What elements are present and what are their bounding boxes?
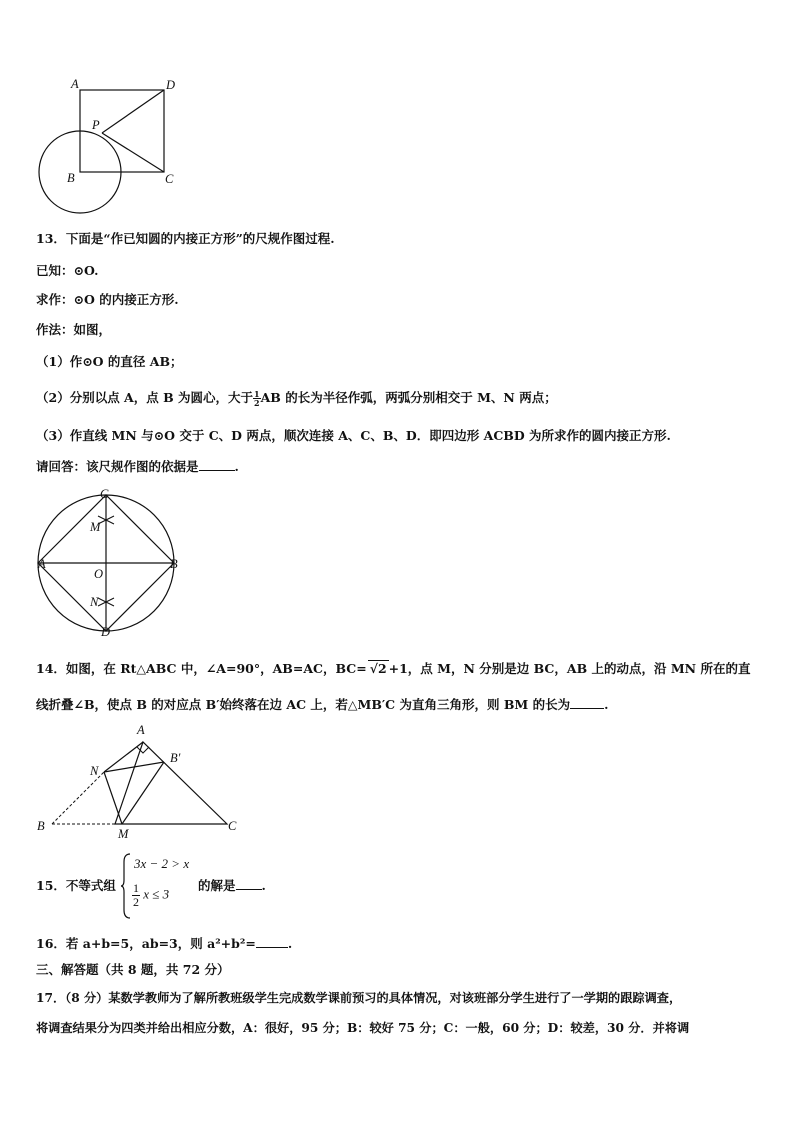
q13-step2-pre: （2）分别以点 A，点 B 为圆心，大于 (36, 390, 254, 405)
q13-step2 (36, 390, 557, 407)
segment-pc (102, 133, 164, 172)
label-n: N (90, 595, 99, 609)
q15-pre: 15．不等式组 (36, 878, 116, 893)
label-c: C (165, 172, 174, 186)
fraction-half (253, 390, 261, 407)
segment-mb1 (122, 762, 164, 824)
q13-ask-end: . (234, 459, 239, 474)
q14-line2-text: 线折叠∠B，使点 B 的对应点 B′始终落在边 AC 上，若△MB′C 为直角三角形，则 BM 的长为 (36, 697, 571, 712)
label-b-prime: B′ (170, 751, 181, 765)
label-b: B (170, 557, 178, 571)
q13-find: 求作：⊙O 的内接正方形. (36, 292, 179, 307)
inequality-1: 3x − 2 > x (134, 856, 190, 871)
label-a: A (38, 557, 46, 571)
answer-blank (199, 470, 235, 471)
q13-known: 已知：⊙O. (36, 263, 99, 278)
sqrt-two: √2 (369, 661, 387, 676)
ineq2-num: 1 (133, 881, 139, 895)
q15-post-text: 的解是 (198, 878, 236, 893)
label-a: A (71, 77, 79, 91)
answer-blank (236, 889, 262, 890)
frac-num: 1 (254, 389, 260, 399)
answer-blank (570, 708, 604, 709)
section-heading: 三、解答题（共 8 题，共 72 分） (36, 962, 230, 977)
answer-blank (256, 947, 288, 948)
ineq2-rest: x ≤ 3 (143, 886, 170, 902)
label-c: C (100, 487, 109, 501)
label-o: O (94, 567, 104, 581)
label-d: D (101, 625, 111, 639)
label-n: N (90, 764, 99, 778)
ineq2-fraction (132, 882, 140, 909)
q13-method: 作法：如图， (36, 322, 112, 337)
q17-line1: 17．（8 分）某数学教师为了解所教班级学生完成数学课前预习的具体情况，对该班部分学生进行了一学期的跟踪调查， (36, 991, 682, 1005)
label-m: M (90, 520, 101, 534)
inequality-2 (132, 882, 169, 909)
triangle-fold-figure (30, 720, 250, 842)
q16 (36, 936, 292, 952)
q13-ask (36, 459, 239, 475)
label-b: B (37, 819, 45, 833)
q17-line2: 将调查结果分为四类并给出相应分数，A：很好，95 分；B：较好 75 分；C：一般，60 分；D：较差，30 分．并将调 (36, 1021, 690, 1035)
q15-post (198, 878, 266, 894)
right-angle-mark (137, 747, 149, 753)
q13-step3: （3）作直线 MN 与⊙O 交于 C、D 两点，顺次连接 A、C、B、D．即四边形 ACBD 为所求作的圆内接正方形. (36, 428, 671, 443)
label-m: M (118, 827, 129, 841)
label-d: D (166, 78, 176, 92)
q13-step1: （1）作⊙O 的直径 AB； (36, 354, 183, 369)
label-b: B (67, 171, 75, 185)
dashed-bn (52, 772, 104, 824)
q15-end: . (261, 878, 266, 893)
q13-step2-post: AB 的长为半径作弧，两弧分别相交于 M、N 两点； (260, 390, 557, 405)
segment-nm (104, 772, 122, 824)
q14-line1-pre: 14．如图，在 Rt△ABC 中，∠A=90°，AB=AC，BC= (36, 661, 367, 676)
label-p: P (92, 118, 100, 132)
label-c: C (228, 819, 237, 833)
square-circle-figure (30, 70, 190, 220)
q16-end: . (287, 936, 293, 951)
q14-line1 (36, 660, 750, 677)
q16-text: 16．若 a+b=5，ab=3，则 a²+b²= (36, 936, 256, 951)
sqrt-value: 2 (377, 661, 387, 676)
segment-an (104, 742, 143, 772)
ineq2-den: 2 (133, 895, 139, 909)
circle-square-figure (34, 486, 186, 640)
q14-line2 (36, 697, 608, 713)
segment-nb1 (104, 762, 164, 772)
q14-line2-end: . (604, 697, 609, 712)
segment-pd (102, 90, 164, 133)
q14-line1-post: +1，点 M，N 分别是边 BC，AB 上的动点，沿 MN 所在的直 (388, 661, 751, 676)
q13-ask-text: 请回答：该尺规作图的依据是 (36, 459, 199, 474)
label-a: A (137, 723, 145, 737)
q13-title: 13．下面是“作已知圆的内接正方形”的尺规作图过程. (36, 231, 335, 246)
brace-icon (120, 852, 132, 920)
frac-den: 2 (254, 398, 260, 408)
